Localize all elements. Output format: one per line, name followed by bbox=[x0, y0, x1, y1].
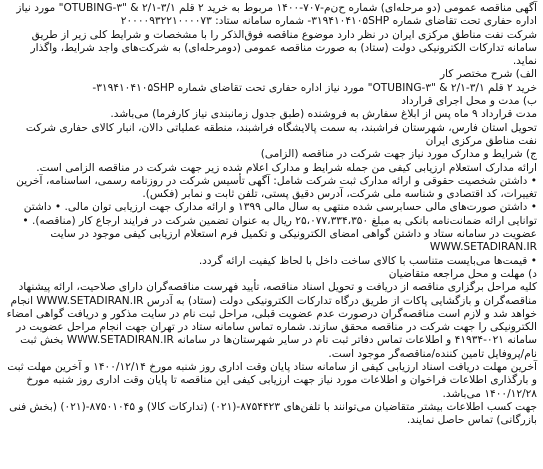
section-a-text: خرید ۲ قلم OTUBING-۳" & ۲/۱-۳/۱" مورد نیاز اداره حفاری تحت تقاضای شماره ۳۱۹۴۱۰۴۱۰۵SHP- bbox=[92, 81, 537, 94]
contact-paragraph: جهت کسب اطلاعات بیشتر متقاضیان می‌توانند با تلفن‌های ۸۷۵۴۴۲۳-(۰۲۱) (تدارکات کالا) و ۸۷۵۰۱۰۴۵-(۰۲۱) (بخش فنی بازرگانی) تماس حاصل نمایند. bbox=[9, 400, 537, 427]
announcement-title: آگهی مناقصه عمومی (دو مرحله‌ای) شماره ح‌ن‌م-۷۰۷-۱۴۰۰ مربوط به خرید ۲ قلم OTUBING-۳" & ۲/۱-۳/۱" مورد نیاز اداره حفاری تحت تقاضای شماره ۳۱۹۴۱۰۴۱۰۵SHP- شماره سامانه ستاد: ۲۰۰۰۰۹۳۲۲۱۰۰۰۰۷۳ bbox=[16, 2, 537, 28]
requirement-legal-entity: • داشتن شخصیت حقوقی و ارائه مدارک ثبت شرکت شامل: آگهی تأسیس شرکت در روزنامه رسمی، اساسنامه، آخرین تغییرات، کد اقتصادی و شناسه ملی شرکت، آدرس دقیق پستی، تلفن ثابت و نمابر (فکس). bbox=[16, 174, 537, 201]
section-a-heading: الف) شرح مختصر کار bbox=[439, 68, 537, 81]
requirement-financial-guarantee: • داشتن صورت‌های مالی حسابرسی شده منتهی به سال مالی ۱۳۹۹ و ارائه مدارک جهت ارزیابی توان مالی. • داشتن توانایی ارائه ضمانت‌نامه بانکی به مبلغ ۲۵،۰۷۷،۳۳۴،۳۵۰ ریال به عنوان تضمین شرکت در فرایند ارجاع کار (مناقصه). • عضویت در سامانه ستاد و داشتن گواهی امضای الکترونیکی و تکمیل فرم استعلام ارزیابی کیفی موجود در سایت WWW.SETADIRAN.IR bbox=[22, 201, 537, 254]
qualification-text: ارائه مدارک استعلام ارزیابی کیفی من جمله شرایط و مدارک اعلام شده زیر جهت شرکت در مناقصه الزامی است. bbox=[36, 161, 537, 174]
section-d-heading: د) مهلت و محل مراجعه متقاضیان bbox=[388, 267, 537, 280]
requirement-pricing: • قیمت‌ها می‌بایست متناسب با کالای ساخت داخل با لحاظ کیفیت ارائه گردد. bbox=[198, 254, 537, 267]
section-c-heading: ج) شرایط و مدارک مورد نیاز جهت شرکت در مناقصه (الزامی) bbox=[260, 148, 537, 161]
intro-paragraph: شرکت نفت مناطق مرکزی ایران در نظر دارد موضوع مناقصه فوق‌الذکر را با مشخصات و شرایط کلی زیر از طریق سامانه تدارکات الکترونیکی دولت (ستاد) به صورت مناقصه عمومی (دومرحله‌ای) به شرکت‌های واجد شرایط، واگذار نماید. bbox=[30, 28, 537, 68]
delivery-location-text: تحویل استان فارس، شهرستان فراشبند، به سمت پالایشگاه فراشبند، منطقه عملیاتی دالان، انبار کالای حفاری شرکت نفت مناطق مرکزی ایران bbox=[25, 121, 537, 147]
procedure-paragraph: کلیه مراحل برگزاری مناقصه از دریافت و تحویل اسناد مناقصه، تأیید فهرست مناقصه‌گران دارای صلاحیت، ارائه پیشنهاد مناقصه‌گران و بازگشایی پاکات از طریق درگاه تدارکات الکترونیکی دولت (ستاد) به آدرس WWW.SETADIRAN.IR انجام خواهد شد و لازم است مناقصه‌گران درصورت عدم عضویت قبلی، مراحل ثبت نام در سایت مذکور و دریافت گواهی امضاء الکترونیکی را جهت شرکت در مناقصه محقق سازند. شماره تماس سامانه ستاد در تهران جهت انجام مراحل عضویت در سامانه ۰۲۱-۴۱۹۳۴ و اطلاعات تماس دفاتر ثبت نام در سایر شهرستان‌ها در سامانه WWW.SETADIRAN.IR بخش ثبت نام/پروفایل تامین کننده/مناقصه‌گر موجود است. bbox=[6, 281, 537, 360]
section-b-heading: ب) مدت و محل اجرای قرارداد bbox=[401, 95, 537, 108]
deadline-paragraph: آخرین مهلت دریافت اسناد ارزیابی کیفی از سامانه ستاد پایان وقت اداری روز شنبه مورخ ۱۴۰۰/۱۲/۱۴ و آخرین مهلت ثبت و بارگذاری اطلاعات فراخوان و اطلاعات مورد نیاز جهت ارزیابی کیفی این مناقصه تا پایان وقت اداری روز شنبه مورخ ۱۴۰۰/۱۲/۲۸ می‌باشد. bbox=[7, 361, 537, 400]
contract-duration-text: مدت قرارداد ۹ ماه پس از ابلاغ سفارش به فروشنده (طبق جدول زمانبندی نیاز کارفرما) می‌باشد. bbox=[110, 108, 537, 121]
